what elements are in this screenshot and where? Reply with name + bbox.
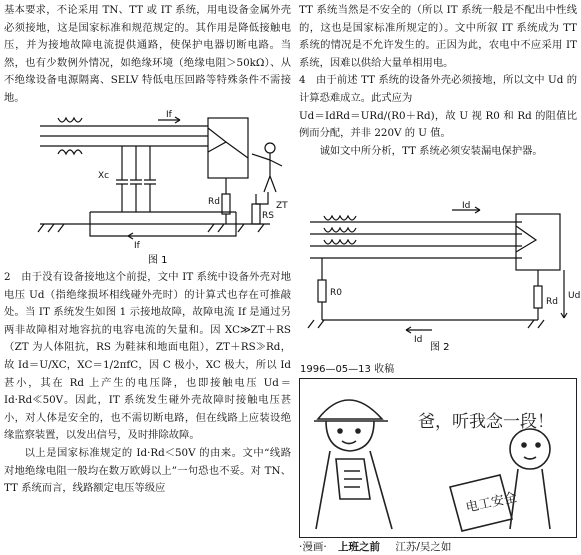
label-rs: RS	[262, 211, 274, 221]
resistor-r0	[318, 280, 326, 302]
figure-2-caption: 图 2	[430, 342, 450, 353]
received-date: 1996—05—13 收稿	[300, 364, 395, 375]
person-body	[252, 153, 282, 192]
label-rd: Rd	[208, 197, 220, 207]
resistor-rd	[534, 286, 542, 308]
figure-2	[302, 200, 581, 353]
label-rd: Rd	[546, 297, 558, 307]
caption-title: 上班之前	[338, 541, 381, 553]
cartoon-drawing	[300, 379, 576, 537]
helmet-icon	[318, 400, 382, 419]
resistor-rs	[252, 204, 260, 224]
left-column	[4, 2, 291, 108]
label-xc: Xc	[98, 171, 110, 181]
label-id-top: Id	[462, 201, 471, 211]
left-paragraph-3: 以上是国家标准规定的 Id·Rd＜50V 的由来。文中“线路对地绝缘电阻一般均在数万欧姆以上”一句恐也不妥。对 TN、TT 系统而言，线路额定电压等级应	[4, 446, 291, 495]
left-paragraph-1: 基本要求，不论采用 TN、TT 或 IT 系统，用电设备金属外壳必须接地，这是国家标准和规范规定的。其作用是降低接触电压，并为接地故障电流提供通路，使保护电器切断电路。当然，也有少数例外情况，如绝缘环境（绝缘电阻＞50kΩ）、从不绝缘设备电源隔离、SELV 特低电压回路等特殊条件不需接地。	[4, 4, 291, 104]
left-column-lower	[4, 269, 291, 498]
label-r0: R0	[330, 288, 342, 298]
label-if-bottom: If	[134, 241, 140, 251]
figure-1	[30, 108, 290, 268]
label-if-top: If	[166, 110, 172, 120]
book-title: 电工安全	[464, 490, 519, 516]
equipment-enclosure	[516, 214, 560, 270]
caption-author: 江苏/吴之如	[395, 541, 452, 553]
figure-1-caption: 图 1	[148, 255, 168, 266]
label-id-bottom: Id	[414, 335, 423, 345]
resistor-rd	[222, 194, 230, 214]
label-zt: ZT	[276, 201, 288, 211]
child-head	[510, 429, 550, 469]
right-paragraph-1: TT 系统当然是不安全的（所以 IT 系统一般是不配出中性线的，这也是国家标准所规定的）。文中所叙 IT 系统成为 TT 系统的情况是不允许发生的。正因为此，农电中不应采用 IT 系统，因难以供给大量单相用电。	[299, 4, 577, 69]
left-paragraph-2: 2 由于没有设备接地这个前提，文中 IT 系统中设备外壳对地电压 Ud（指绝缘损坏相线碰外壳时）的计算式也存在可推敲处。当 IT 系统发生如图 1 示接地故障，故障电流 If 是通过另两非故障相对地容抗的电容电流的矢量和。因 XC≫ZT＋RS（ZT 为人体阻抗，RS 为鞋袜和地面电阻），ZT＋RS≫Rd，故 Id＝U/XC，XC＝1/2πfC，因 C 极小，XC 极大，所以 Id 甚小，其在 Rd 上产生的电压降，也即接触电压 Ud＝Id·Rd≪50V。因此，IT 系统发生碰外壳故障时接触电压甚小，对人体是安全的，也不需切断电路，但在线路上应装设绝缘监察装置，以发出信号，及时排除故障。	[4, 271, 291, 442]
cartoon-speech: 爸，听我念一段！	[418, 412, 554, 432]
cartoon-caption	[299, 539, 577, 554]
caption-tag: ·漫画·	[299, 541, 327, 553]
cartoon-panel	[299, 378, 577, 538]
person-head	[265, 143, 275, 153]
right-column	[299, 2, 577, 160]
label-ud: Ud	[568, 291, 581, 301]
right-paragraph-3: 诚如文中所分析，TT 系统必须安装漏电保护器。	[319, 144, 543, 157]
right-paragraph-2: 4 由于前述 TT 系统的设备外壳必须接地，所以文中 Ud 的计算恐难成立。此式应为	[299, 74, 577, 104]
right-formula: Ud＝IdRd＝URd/(R0＋Rd)，故 U 视 R0 和 Rd 的阻值比例而分配，并非 220V 的 U 值。	[299, 109, 577, 140]
